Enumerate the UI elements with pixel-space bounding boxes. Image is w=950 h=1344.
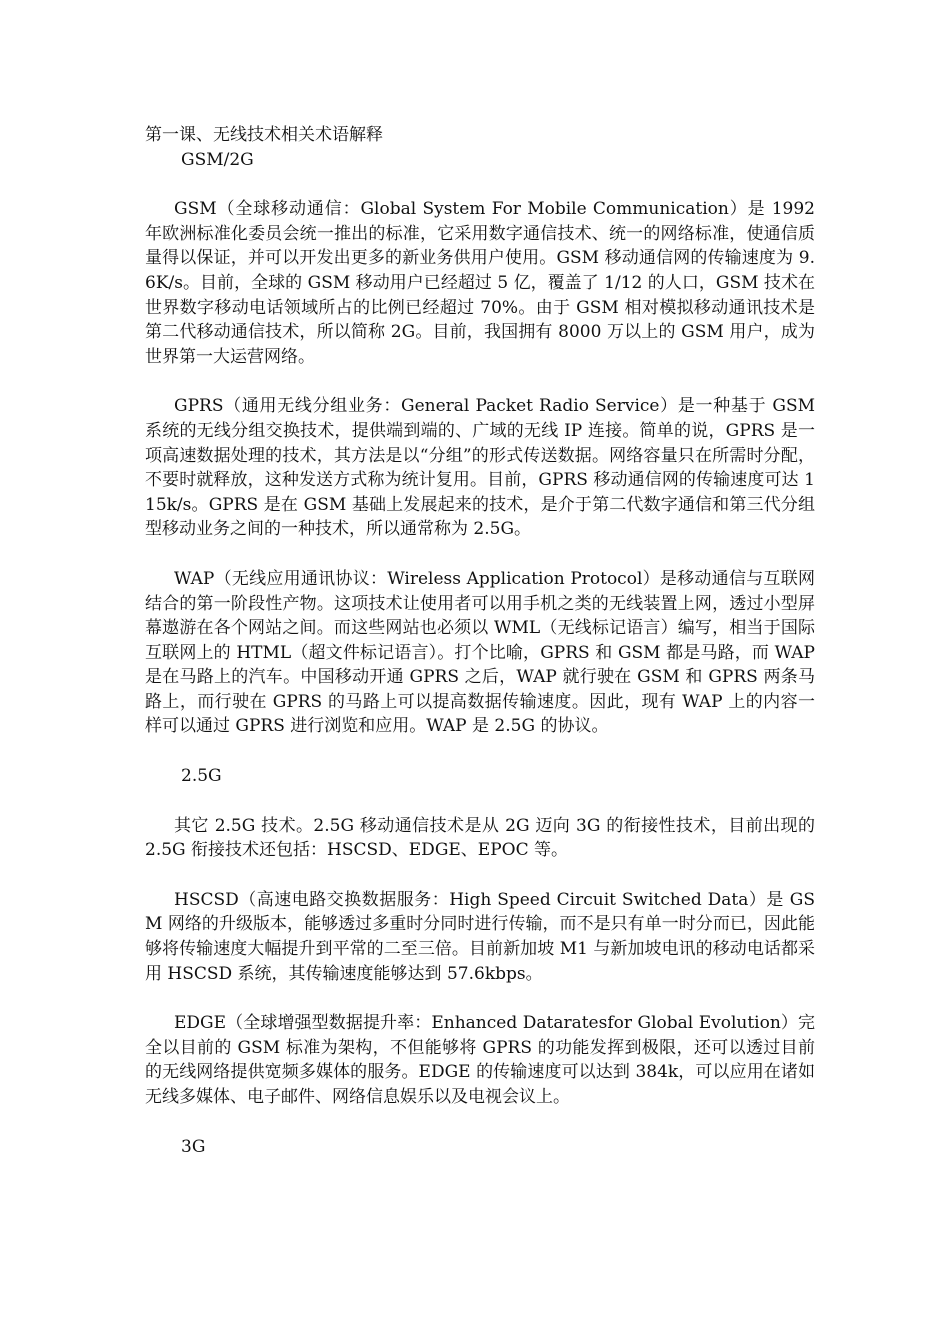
spacer <box>145 739 815 764</box>
section-heading-2-5g: 2.5G <box>181 766 222 787</box>
spacer <box>145 1110 815 1135</box>
paragraph-hscsd: HSCSD（高速电路交换数据服务：High Speed Circuit Switched Data）是 GSM 网络的升级版本，能够透过多重时分同时进行传输，而不是只有单一时分而已，因此能够将传输速度大幅提升到平常的二至三倍。目前新加坡 M1 与新加坡电讯的移动电话都采用 HSCSD 系统，其传输速度能够达到 57.6kbps。 <box>145 889 815 984</box>
paragraph-other-2-5g: 其它 2.5G 技术。2.5G 移动通信技术是从 2G 迈向 3G 的衔接性技术，目前出现的 2.5G 衔接技术还包括：HSCSD、EDGE、EPOC 等。 <box>145 815 815 861</box>
spacer <box>145 172 815 197</box>
section-heading-gsm: GSM/2G <box>181 149 254 170</box>
section-heading-3g: 3G <box>181 1136 206 1157</box>
paragraph-gprs: GPRS（通用无线分组业务：General Packet Radio Service）是一种基于 GSM 系统的无线分组交换技术，提供端到端的、广域的无线 IP 连接。简单的说，GPRS 是一项高速数据处理的技术，其方法是以“分组”的形式传送数据。网络容量只在所需时分配，不要时就释放，这种发送方式称为统计复用。目前，GPRS 移动通信网的传输速度可达 115k/s。GPRS 是在 GSM 基础上发展起来的技术，是介于第二代数字通信和第三代分组型移动业务之间的一种技术，所以通常称为 2.5G。 <box>145 396 815 540</box>
paragraph-edge: EDGE（全球增强型数据提升率：Enhanced Dataratesfor Global Evolution）完全以目前的 GSM 标准为架构，不但能够将 GPRS 的功能发挥到极限，还可以透过目前的无线网络提供宽频多媒体的服务。EDGE 的传输速度可以达到 384k，可以应用在诸如无线多媒体、电子邮件、网络信息娱乐以及电视会议上。 <box>145 1013 815 1107</box>
paragraph-gsm: GSM（全球移动通信：Global System For Mobile Communication）是 1992 年欧洲标准化委员会统一推出的标准，它采用数字通信技术、统一的网络标准，使通信质量得以保证，并可以开发出更多的新业务供用户使用。GSM 移动通信网的传输速度为 9.6K/s。目前，全球的 GSM 移动用户已经超过 5 亿，覆盖了 1/12 的人口，GSM 技术在世界数字移动电话领域所占的比例已经超过 70%。由于 GSM 相对模拟移动通讯技术是第二代移动通信技术，所以简称 2G。目前，我国拥有 8000 万以上的 GSM 用户，成为世界第一大运营网络。 <box>145 199 816 367</box>
spacer <box>145 369 815 394</box>
spacer <box>145 986 815 1011</box>
document-title: 第一课、无线技术相关术语解释 <box>145 125 383 145</box>
spacer <box>145 789 815 814</box>
document-body <box>145 123 815 1159</box>
paragraph-wap: WAP（无线应用通讯协议：Wireless Application Protocol）是移动通信与互联网结合的第一阶段性产物。这项技术让使用者可以用手机之类的无线装置上网，透过小型屏幕遨游在各个网站之间。而这些网站也必须以 WML（无线标记语言）编写，相当于国际互联网上的 HTML（超文件标记语言）。打个比喻，GPRS 和 GSM 都是马路，而 WAP 是在马路上的汽车。中国移动开通 GPRS 之后，WAP 就行驶在 GSM 和 GPRS 两条马路上，而行驶在 GPRS 的马路上可以提高数据传输速度。因此，现有 WAP 上的内容一样可以通过 GPRS 进行浏览和应用。WAP 是 2.5G 的协议。 <box>145 568 815 737</box>
spacer <box>145 542 815 567</box>
spacer <box>145 863 815 888</box>
